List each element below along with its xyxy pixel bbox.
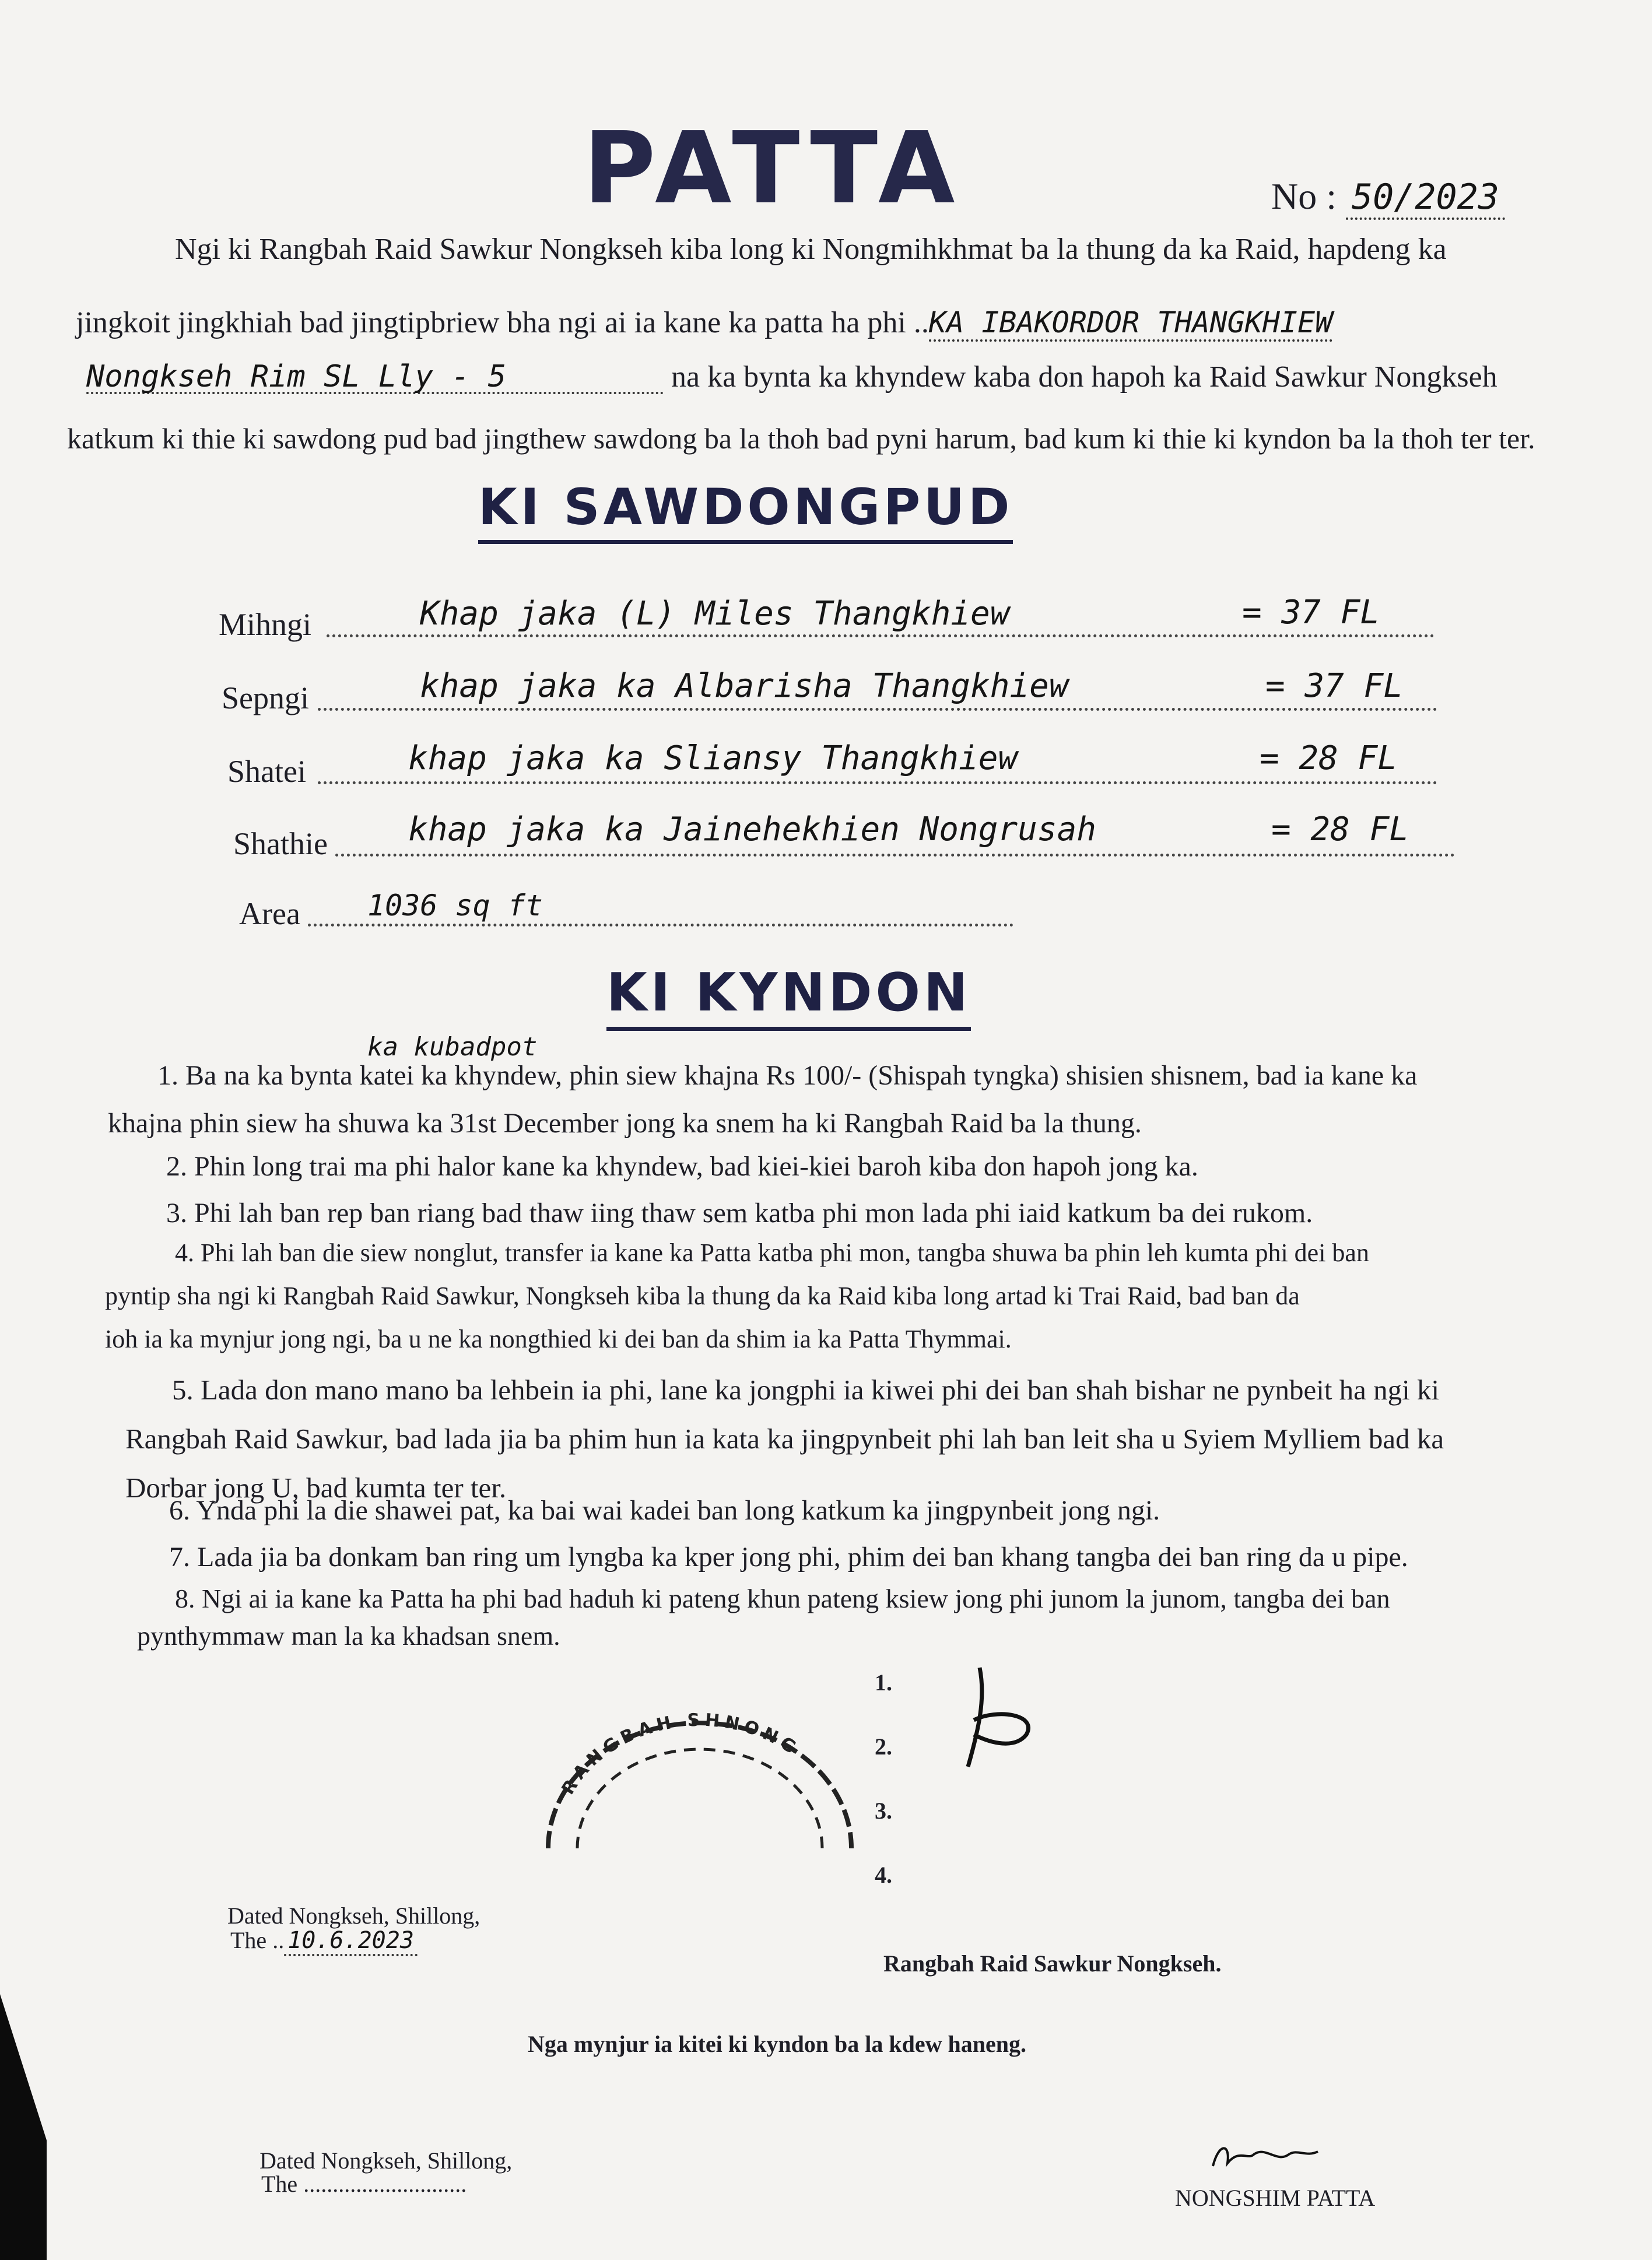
boundary-label: Mihngi	[219, 607, 312, 642]
area-label: Area	[239, 896, 300, 931]
boundary-label: Shatei	[227, 754, 306, 789]
number-value: 50/2023	[1346, 177, 1505, 220]
the-label-1: The ..	[230, 1927, 285, 1953]
signature-number-3: 3.	[875, 1798, 892, 1824]
patta-number	[1271, 175, 1505, 218]
signature-number-4: 4.	[875, 1862, 892, 1888]
condition-continuation: Rangbah Raid Sawkur, bad lada jia ba phim hun ia kata ka jingpynbeit phi lah ban leit sha u Syiem Mylliem bad ka	[125, 1423, 1444, 1455]
condition-text: 8. Ngi ai ia kane ka Patta ha phi bad haduh ki pateng khun pateng ksiew jong phi junom la junom, tangba dei ban	[175, 1584, 1390, 1613]
boundaries-heading: KI SAWDONGPUD	[478, 478, 1013, 544]
condition-continuation: pynthymmaw man la ka khadsan snem.	[137, 1621, 560, 1651]
condition-continuation: ioh ia ka mynjur jong ngi, ba u ne ka nongthied ki dei ban da shim ia ka Patta Thymmai.	[105, 1325, 1012, 1353]
area-value: 1036 sq ft	[367, 889, 543, 922]
boundary-value: khap jaka ka Albarisha Thangkhiew	[420, 667, 1069, 705]
stamp-text: RANGBAH SHNONG	[557, 1710, 804, 1799]
grantee-address: Nongkseh Rim SL Lly - 5	[86, 362, 664, 394]
boundary-measure: = 37 FL	[1242, 594, 1380, 631]
authority-signatory: Rangbah Raid Sawkur Nongkseh.	[883, 1950, 1222, 1977]
the-label-2: The ............................	[261, 2171, 467, 2197]
boundary-value: khap jaka ka Jainehekhien Nongrusah	[408, 810, 1097, 848]
intro-line-1: Ngi ki Rangbah Raid Sawkur Nongkseh kiba long ki Nongmihkhmat ba la thung da ka Raid, hapdeng ka	[175, 233, 1447, 266]
condition-1	[108, 1052, 1418, 1147]
grantee-name: KA IBAKORDOR THANGKHIEW	[929, 306, 1332, 342]
document-title: PATTA	[583, 111, 963, 226]
condition-text: 5. Lada don mano mano ba lehbein ia phi, lane ka jongphi ia kiwei phi dei ban shah bishar ne pynbeit ha ngi ki	[172, 1374, 1440, 1406]
boundary-measure: = 28 FL	[1260, 739, 1398, 777]
stamp-seal	[536, 1708, 863, 1854]
condition-3: 3. Phi lah ban rep ban riang bad thaw iing thaw sem katba phi mon lada phi iaid katkum ba dei rukom.	[166, 1198, 1313, 1229]
condition-continuation: khajna phin siew ha shuwa ka 31st December jong ka snem ha ki Rangbah Raid ba la thung.	[108, 1108, 1142, 1139]
signature-number-2: 2.	[875, 1733, 892, 1760]
condition-4	[105, 1231, 1369, 1361]
consent-statement: Nga mynjur ia kitei ki kyndon ba la kdew haneng.	[528, 2031, 1027, 2057]
boundary-measure: = 28 FL	[1271, 810, 1409, 848]
dated-label-2: Dated Nongkseh, Shillong,	[259, 2147, 513, 2174]
boundary-value: khap jaka ka Sliansy Thangkhiew	[408, 739, 1018, 777]
condition-6: 6. Ynda phi la die shawei pat, ka bai wai kadei ban long katkum ka jingpynbeit jong ngi.	[169, 1495, 1160, 1526]
page-corner-shadow	[0, 1994, 47, 2260]
condition-text: 1. Ba na ka bynta katei ka khyndew, phin siew khajna Rs 100/- (Shispah tyngka) shisien shisnem, bad ia kane ka	[157, 1060, 1418, 1091]
holder-label: NONGSHIM PATTA	[1175, 2185, 1376, 2211]
date-line-1	[230, 1926, 418, 1954]
condition-2: 2. Phin long trai ma phi halor kane ka khyndew, bad kiei-kiei baroh kiba don hapoh jong ka.	[166, 1151, 1198, 1182]
conditions-heading: KI KYNDON	[606, 962, 971, 1031]
condition-text: 4. Phi lah ban die siew nonglut, transfer ia kane ka Patta katba phi mon, tangba shuwa ba phin leh kumta phi dei ban	[175, 1238, 1369, 1267]
signature-number-1: 1.	[875, 1669, 892, 1696]
condition-8	[137, 1580, 1390, 1655]
boundary-label: Sepngi	[222, 680, 310, 715]
intro-line-3-suffix: na ka bynta ka khyndew kaba don hapoh ka Raid Sawkur Nongkseh	[671, 360, 1497, 394]
handwritten-annotation: ka kubadpot	[367, 1032, 538, 1062]
svg-text:RANGBAH SHNONG	[558, 1710, 804, 1798]
boundary-label: Shathie	[233, 826, 328, 861]
signature-mark	[933, 1662, 1061, 1778]
intro-line-4: katkum ki thie ki sawdong pud bad jingthew sawdong ba la thoh bad pyni harum, bad kum ki thie ki kyndon ba la thoh ter ter.	[67, 422, 1535, 455]
intro-line-2	[76, 308, 1332, 338]
boundary-measure: = 37 FL	[1265, 667, 1404, 705]
holder-signature	[1207, 2137, 1324, 2178]
condition-continuation: pyntip sha ngi ki Rangbah Raid Sawkur, Nongkseh kiba la thung da ka Raid kiba long artad ki Trai Raid, bad ban da	[105, 1282, 1300, 1310]
number-label: No :	[1271, 176, 1337, 217]
dated-label-1: Dated Nongkseh, Shillong,	[227, 1903, 480, 1929]
condition-7: 7. Lada jia ba donkam ban ring um lyngba ka kper jong phi, phim dei ban khang tangba dei ban ring da u pipe.	[169, 1542, 1408, 1573]
date-value: 10.6.2023	[284, 1927, 418, 1956]
intro-line-3	[86, 359, 1497, 394]
intro-line-2-prefix: jingkoit jingkhiah bad jingtipbriew bha ngi ai ia kane ka patta ha phi ..	[76, 306, 929, 339]
boundary-value: Khap jaka (L) Miles Thangkhiew	[420, 595, 1010, 633]
condition-continuation: Dorbar jong U, bad kumta ter ter.	[125, 1472, 507, 1504]
